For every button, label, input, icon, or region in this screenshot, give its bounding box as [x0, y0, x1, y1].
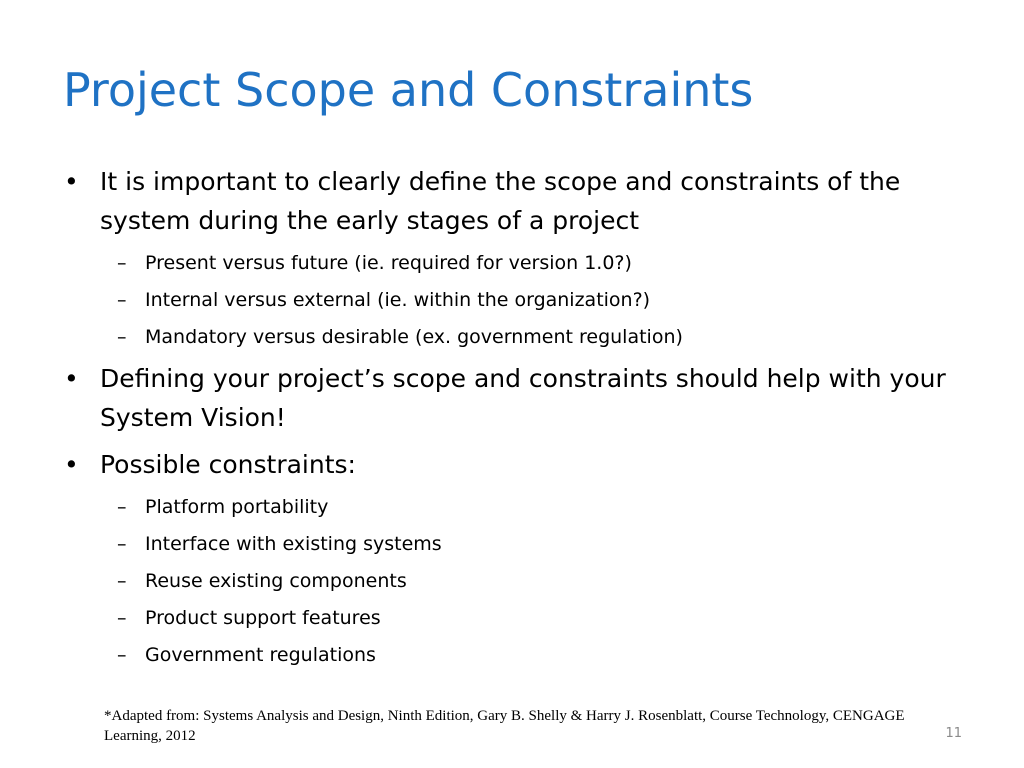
bullet-marker: •: [64, 167, 79, 196]
dash-marker: –: [117, 533, 127, 555]
sub-bullet-item: [63, 322, 968, 352]
dash-marker: –: [117, 570, 127, 592]
sub-bullet-item: [63, 603, 968, 633]
dash-marker: –: [117, 289, 127, 311]
sub-bullet-text: Reuse existing components: [145, 570, 407, 592]
dash-marker: –: [117, 496, 127, 518]
sub-bullet-text: Mandatory versus desirable (ex. government regulation): [145, 326, 683, 348]
bullet-marker: •: [64, 364, 79, 393]
sub-bullet-text: Internal versus external (ie. within the organization?): [145, 289, 651, 311]
sub-bullet-text: Present versus future (ie. required for version 1.0?): [145, 252, 632, 274]
source-footnote: *Adapted from: Systems Analysis and Design, Ninth Edition, Gary B. Shelly & Harry J. Rosenblatt, Course Technology, CENGAGE Learning, 2012: [104, 708, 905, 744]
dash-marker: –: [117, 252, 127, 274]
sub-bullet-item: [63, 492, 968, 522]
bullet-text: Defining your project’s scope and constraints should help with your System Vision!: [100, 364, 946, 432]
dash-marker: –: [117, 326, 127, 348]
bullet-item: [63, 162, 968, 240]
bullet-text: It is important to clearly define the scope and constraints of the system during the early stages of a project: [100, 167, 901, 235]
dash-marker: –: [117, 644, 127, 666]
sub-bullet-list: [63, 248, 968, 352]
sub-bullet-text: Platform portability: [145, 496, 329, 518]
bullet-item: [63, 359, 968, 437]
sub-bullet-item: [63, 566, 968, 596]
sub-bullet-text: Product support features: [145, 607, 381, 629]
slide-body: [63, 162, 968, 677]
bullet-item: [63, 445, 968, 484]
bullet-text: Possible constraints:: [100, 450, 356, 479]
sub-bullet-text: Government regulations: [145, 644, 376, 666]
sub-bullet-item: [63, 248, 968, 278]
sub-bullet-item: [63, 285, 968, 315]
bullet-marker: •: [64, 450, 79, 479]
slide-number: 11: [945, 726, 962, 741]
dash-marker: –: [117, 607, 127, 629]
sub-bullet-text: Interface with existing systems: [145, 533, 442, 555]
sub-bullet-list: [63, 492, 968, 670]
sub-bullet-item: [63, 529, 968, 559]
sub-bullet-item: [63, 640, 968, 670]
slide-title: Project Scope and Constraints: [63, 63, 754, 117]
